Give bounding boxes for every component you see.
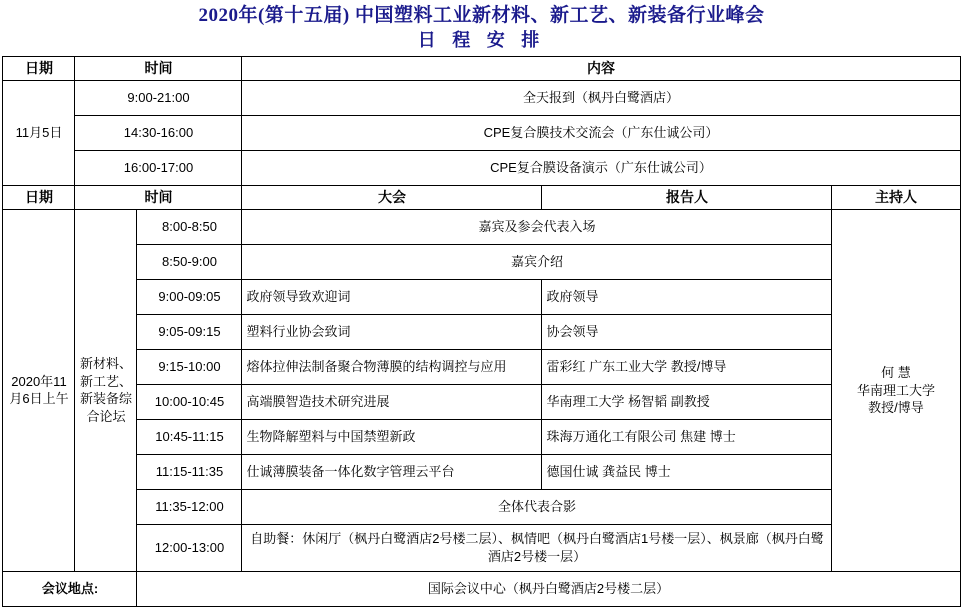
header-speaker: 报告人 — [542, 185, 832, 209]
day2-time-8: 11:35-12:00 — [137, 489, 242, 524]
venue-row — [3, 571, 960, 606]
day1-date-label: 11月5日 — [3, 80, 75, 185]
day2-speaker-5: 华南理工大学 杨智韬 副教授 — [542, 384, 832, 419]
schedule-table — [2, 56, 960, 607]
day2-time-0: 8:00-8:50 — [137, 209, 242, 244]
day2-time-3: 9:05-09:15 — [137, 314, 242, 349]
table-row — [3, 454, 960, 489]
host-line-1: 何 慧 — [881, 364, 911, 380]
host-line-3: 教授/博导 — [868, 400, 924, 416]
day2-time-9: 12:00-13:00 — [137, 524, 242, 571]
day2-forum-label: 新材料、新工艺、新装备综合论坛 — [75, 209, 137, 571]
title-line-2: 日 程 安 排 — [417, 30, 546, 50]
day2-time-1: 8:50-9:00 — [137, 244, 242, 279]
day2-meeting-2: 政府领导致欢迎词 — [242, 279, 542, 314]
day2-time-2: 9:00-09:05 — [137, 279, 242, 314]
day2-meeting-4: 熔体拉伸法制备聚合物薄膜的结构调控与应用 — [242, 349, 542, 384]
table-row — [3, 384, 960, 419]
header-meeting: 大会 — [242, 185, 542, 209]
day2-time-6: 10:45-11:15 — [137, 419, 242, 454]
header-host: 主持人 — [832, 185, 960, 209]
document-title — [2, 4, 961, 52]
day1-time-0: 9:00-21:00 — [75, 80, 242, 115]
table-row — [3, 150, 960, 185]
day2-meeting-6: 生物降解塑料与中国禁塑新政 — [242, 419, 542, 454]
day2-merged-9: 自助餐：休闲厅（枫丹白鹭酒店2号楼二层）、枫情吧（枫丹白鹭酒店1号楼一层）、枫景廊（枫丹白鹭酒店2号楼一层） — [242, 524, 832, 571]
header-date-2: 日期 — [3, 185, 75, 209]
day2-merged-8: 全体代表合影 — [242, 489, 832, 524]
venue-label: 会议地点: — [3, 571, 137, 606]
table-row — [3, 244, 960, 279]
day2-merged-0: 嘉宾及参会代表入场 — [242, 209, 832, 244]
host-line-2: 华南理工大学 — [856, 382, 935, 398]
day2-host — [832, 209, 960, 571]
table-row — [3, 524, 960, 571]
table-row — [3, 349, 960, 384]
day2-speaker-2: 政府领导 — [542, 279, 832, 314]
day2-meeting-3: 塑料行业协会致词 — [242, 314, 542, 349]
day1-content-2: CPE复合膜设备演示（广东仕诚公司） — [242, 150, 960, 185]
day1-time-2: 16:00-17:00 — [75, 150, 242, 185]
header-time-2: 时间 — [75, 185, 242, 209]
table-row — [3, 209, 960, 244]
day1-content-0: 全天报到（枫丹白鹭酒店） — [242, 80, 960, 115]
day2-speaker-4: 雷彩红 广东工业大学 教授/博导 — [542, 349, 832, 384]
day2-time-4: 9:15-10:00 — [137, 349, 242, 384]
venue-value: 国际会议中心（枫丹白鹭酒店2号楼二层） — [137, 571, 960, 606]
header-date-1: 日期 — [3, 57, 75, 81]
day2-speaker-3: 协会领导 — [542, 314, 832, 349]
table-header-row-1 — [3, 57, 960, 81]
header-content-1: 内容 — [242, 57, 960, 81]
day2-time-7: 11:15-11:35 — [137, 454, 242, 489]
table-row — [3, 419, 960, 454]
day2-meeting-5: 高端膜智造技术研究进展 — [242, 384, 542, 419]
day2-speaker-7: 德国仕诚 龚益民 博士 — [542, 454, 832, 489]
day2-date-label: 2020年11月6日上午 — [3, 209, 75, 571]
day2-time-5: 10:00-10:45 — [137, 384, 242, 419]
table-row — [3, 489, 960, 524]
header-time-1: 时间 — [75, 57, 242, 81]
day1-time-1: 14:30-16:00 — [75, 115, 242, 150]
table-row — [3, 314, 960, 349]
table-row — [3, 80, 960, 115]
table-row — [3, 279, 960, 314]
day2-merged-1: 嘉宾介绍 — [242, 244, 832, 279]
table-row — [3, 115, 960, 150]
day2-meeting-7: 仕诚薄膜装备一体化数字管理云平台 — [242, 454, 542, 489]
day2-speaker-6: 珠海万通化工有限公司 焦建 博士 — [542, 419, 832, 454]
day1-content-1: CPE复合膜技术交流会（广东仕诚公司） — [242, 115, 960, 150]
table-header-row-2 — [3, 185, 960, 209]
title-line-1: 2020年(第十五届) 中国塑料工业新材料、新工艺、新装备行业峰会 — [198, 5, 765, 26]
